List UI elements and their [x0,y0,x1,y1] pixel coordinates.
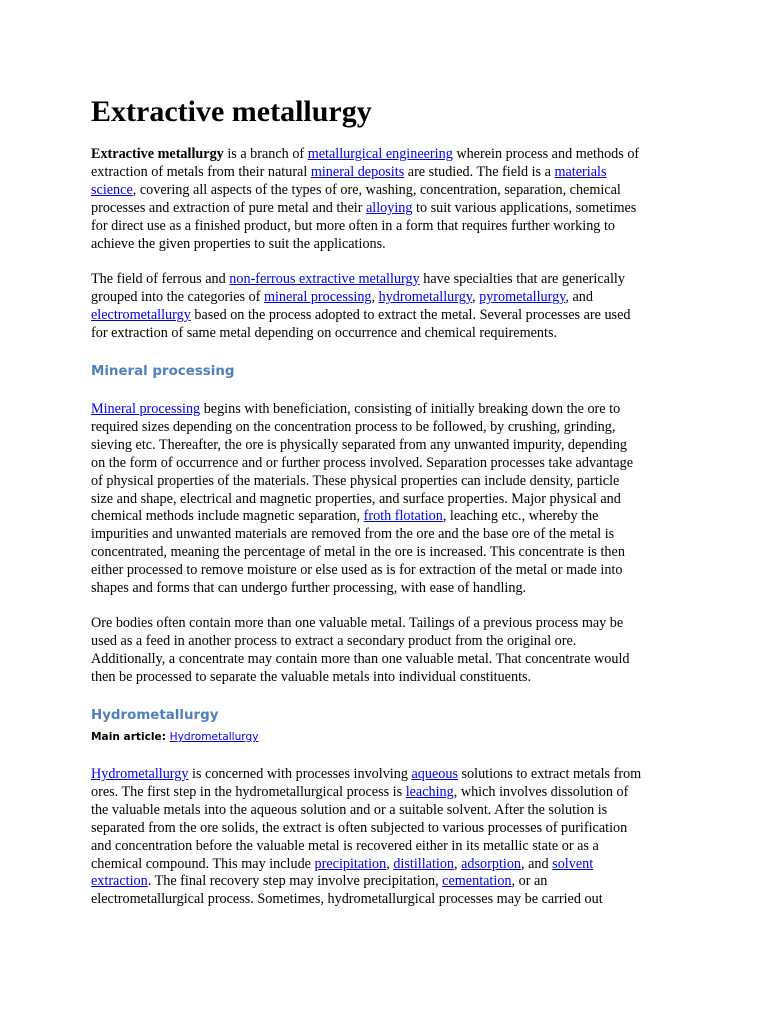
link-hydrometallurgy-text[interactable]: Hydrometallurgy [91,766,189,782]
field-paragraph: The field of ferrous and non-ferrous extractive metallurgy have specialties that are generically grouped into the categories of mineral processing, hydrometallurgy, pyrometallurgy, and electrometallurgy based on the process adopted to extract the metal. Several processes are used for extraction of same metal depending on occurrence and chemical requirements. [91,271,631,341]
link-solvent-extraction-cont[interactable]: extraction [91,873,148,890]
intro-paragraph: Extractive metallurgy is a branch of metallurgical engineering wherein process and methods of extraction of metals from their natural mineral deposits are studied. The field is a materials science, covering all aspects of the types of ore, washing, concentration, separation, chemical processes and extraction of pure metal and their alloying to suit various applications, sometimes for direct use as a finished product, but more often in a form that requires further working to achieve the given properties to suit the applications. [91,146,640,252]
link-mineral-processing[interactable]: mineral processing [263,288,372,305]
bold-term: Extractive metallurgy [91,146,224,162]
link-materials-science-cont[interactable]: science [91,181,133,198]
link-cementation[interactable]: cementation [442,873,512,890]
link-electrometallurgy[interactable]: electrometallurgy [91,306,191,323]
link-hydrometallurgy-main-article[interactable]: Hydrometallurgy [169,731,259,743]
link-adsorption[interactable]: adsorption [461,855,522,872]
link-materials-science[interactable]: materials [554,163,607,180]
link-distillation[interactable]: distillation [393,855,455,872]
main-article-note [91,730,258,744]
link-precipitation[interactable]: precipitation [314,855,387,872]
heading-mineral-processing: Mineral processing [91,364,235,379]
link-solvent-extraction[interactable]: solvent [552,855,594,872]
link-aqueous[interactable]: aqueous [411,766,458,782]
link-leaching[interactable]: leaching [405,783,454,800]
link-metallurgical-engineering[interactable]: metallurgical engineering [307,146,453,162]
heading-hydrometallurgy: Hydrometallurgy [91,708,219,723]
hydro-paragraph-1: Hydrometallurgy is concerned with processes involving aqueous solutions to extract metals from ores. The first step in the hydrometallurgical process is leaching, which involves dissolution of the valuable metals into the aqueous solution and or a suitable solvent. After the solution is separated from the ore solids, the extract is often subjected to various processes of purification and concentration before the valuable metal is recovered either in its metallic state or as a chemical compound. This may include precipitation, distillation, adsorption, and solvent extraction. The final recovery step may involve precipitation, cementation, or an electrometallurgical process. Sometimes, hydrometallurgical processes may be carried out [91,766,642,908]
mineral-paragraph-1: Mineral processing begins with beneficiation, consisting of initially breaking down the ore to required sizes depending on the concentration process to be followed, by crushing, grinding, sieving etc. Thereafter, the ore is physically separated from any unwanted impurity, depending on the form of occurrence and or further process involved. Separation processes take advantage of physical properties of the materials. These physical properties can include density, particle size and shape, electrical and magnetic properties, and surface properties. Major physical and chemical methods include magnetic separation, froth flotation, leaching etc., whereby the impurities and unwanted materials are removed from the ore and the base ore of the metal is concentrated, meaning the percentage of metal in the ore is increased. This concentrate is then either processed to remove moisture or else used as is for extraction of the metal or made into shapes and forms that can undergo further processing, with ease of handling. [91,401,634,597]
mineral-paragraph-2: Ore bodies often contain more than one valuable metal. Tailings of a previous process may be used as a feed in another process to extract a secondary product from the original ore. Additionally, a concentrate may contain more than one valuable metal. That concentrate would then be processed to separate the valuable metals into individual constituents. [91,615,630,685]
link-alloying[interactable]: alloying [365,199,413,216]
link-mineral-deposits[interactable]: mineral deposits [310,163,405,180]
link-mineral-processing-article[interactable]: Mineral processing [91,401,201,417]
link-pyrometallurgy[interactable]: pyrometallurgy [479,288,566,305]
page-title: Extractive metallurgy [91,95,372,128]
main-article-label: Main article: [91,731,170,743]
link-froth-flotation[interactable]: froth flotation [363,508,443,525]
link-hydrometallurgy[interactable]: hydrometallurgy [378,288,472,305]
link-non-ferrous-extractive-metallurgy[interactable]: non-ferrous extractive metallurgy [229,271,420,287]
